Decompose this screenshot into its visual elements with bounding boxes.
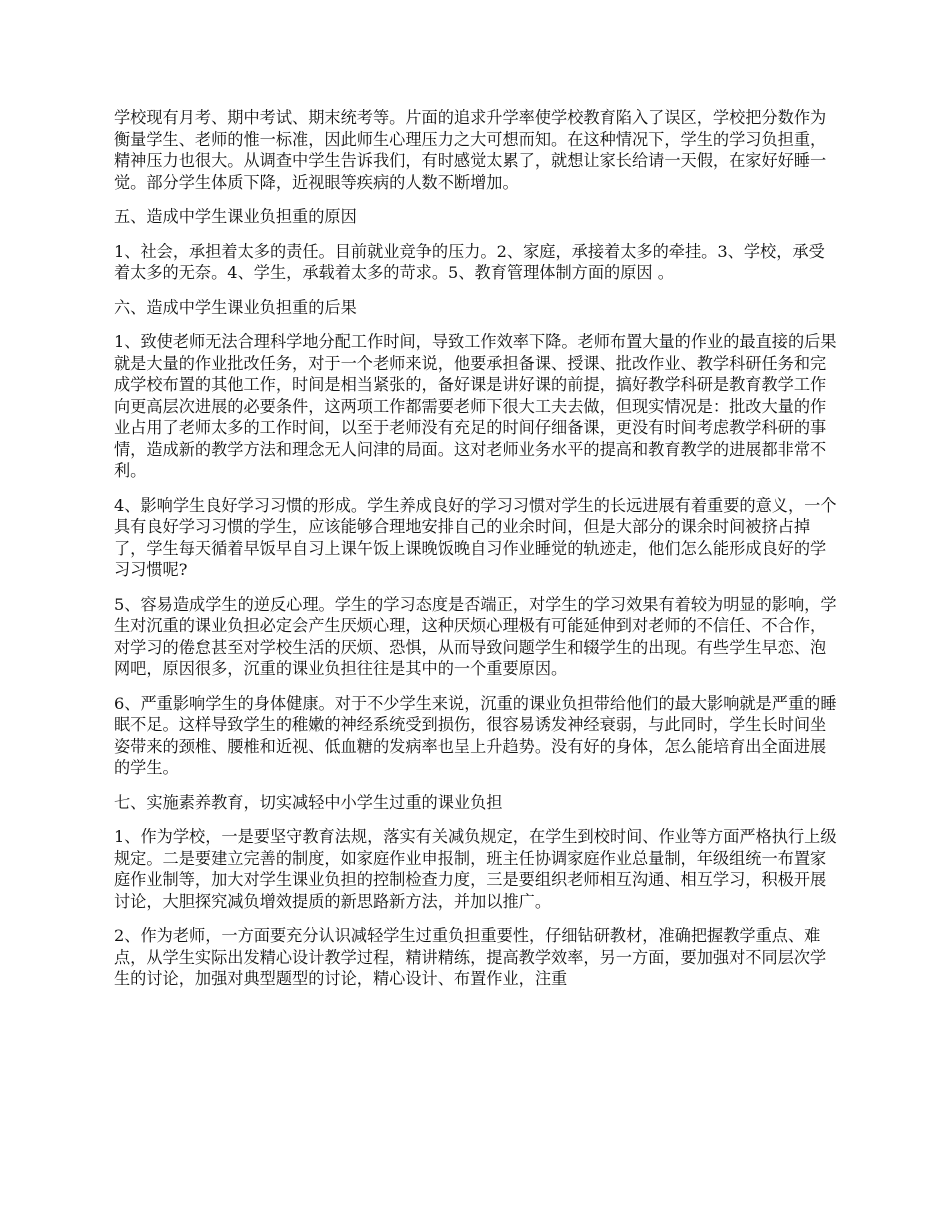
paragraph-measure-1: 1、作为学校，一是要坚守教育法规，落实有关减负规定，在学生到校时间、作业等方面严格执行上级规定。二是要建立完善的制度，如家庭作业申报制，班主任协调家庭作业总量制，年级组统一布置家庭作业制等，加大对学生课业负担的控制检查力度，三是要组织老师相互沟通、相互学习，积极开展讨论，大胆探究减负增效提质的新思路新方法，并加以推广。 (114, 827, 837, 911)
section-heading-5: 五、造成中学生课业负担重的原因 (114, 207, 357, 226)
document-body (114, 107, 840, 1003)
paragraph-consequence-1: 1、致使老师无法合理科学地分配工作时间，导致工作效率下降。老师布置大量的作业的最直接的后果就是大量的作业批改任务，对于一个老师来说，他要承担备课、授课、批改作业、教学科研任务和完成学校布置的其他工作，时间是相当紧张的，备好课是讲好课的前提，搞好教学科研是教育教学工作向更高层次进展的必要条件，这两项工作都需要老师下很大工夫去做，但现实情况是：批改大量的作业占用了老师太多的工作时间，以至于老师没有充足的时间仔细备课，更没有时间考虑教学科研的事情，造成新的教学方法和理念无人问津的局面。这对老师业务水平的提高和教育教学的进展都非常不利。 (114, 332, 837, 480)
paragraph-intro: 学校现有月考、期中考试、期末统考等。片面的追求升学率使学校教育陷入了误区，学校把分数作为衡量学生、老师的惟一标准，因此师生心理压力之大可想而知。在这种情况下，学生的学习负担重，精神压力也很大。从调查中学生告诉我们，有时感觉太累了，就想让家长给请一天假，在家好好睡一觉。部分学生体质下降，近视眼等疾病的人数不断增加。 (114, 108, 827, 192)
paragraph-consequence-6: 6、严重影响学生的身体健康。对于不少学生来说，沉重的课业负担带给他们的最大影响就是严重的睡眠不足。这样导致学生的稚嫩的神经系统受到损伤，很容易诱发神经衰弱，与此同时，学生长时间坐姿带来的颈椎、腰椎和近视、低血糖的发病率也呈上升趋势。没有好的身体，怎么能培育出全面进展的学生。 (114, 693, 837, 777)
paragraph-causes: 1、社会，承担着太多的责任。目前就业竞争的压力。2、家庭，承接着太多的牵挂。3、学校，承受着太多的无奈。4、学生，承载着太多的苛求。5、教育管理体制方面的原因 。 (114, 241, 825, 282)
paragraph-consequence-5: 5、容易造成学生的逆反心理。学生的学习态度是否端正，对学生的学习效果有着较为明显的影响，学生对沉重的课业负担必定会产生厌烦心理，这种厌烦心理极有可能延伸到对老师的不信任、不合作，对学习的倦怠甚至对学校生活的厌烦、恐惧，从而导致问题学生和辍学生的出现。有些学生早恋、泡网吧，原因很多，沉重的课业负担往往是其中的一个重要原因。 (114, 594, 837, 678)
paragraph-consequence-4: 4、影响学生良好学习习惯的形成。学生养成良好的学习习惯对学生的长远进展有着重要的意义，一个具有良好学习习惯的学生，应该能够合理地安排自己的业余时间，但是大部分的课余时间被挤占掉了，学生每天循着早饭早自习上课午饭上课晚饭晚自习作业睡觉的轨迹走，他们怎么能形成良好的学习习惯呢? (114, 495, 837, 579)
section-heading-7: 七、实施素养教育，切实减轻中小学生过重的课业负担 (114, 792, 503, 812)
paragraph-measure-2: 2、作为老师，一方面要充分认识减轻学生过重负担重要性，仔细钻研教材，准确把握教学重点、难点，从学生实际出发精心设计教学过程，精讲精练，提高教学效率，另一方面，要加强对不同层次学生的讨论，加强对典型题型的讨论，精心设计、布置作业，注重 (114, 926, 827, 988)
section-heading-6: 六、造成中学生课业负担重的后果 (114, 297, 357, 317)
